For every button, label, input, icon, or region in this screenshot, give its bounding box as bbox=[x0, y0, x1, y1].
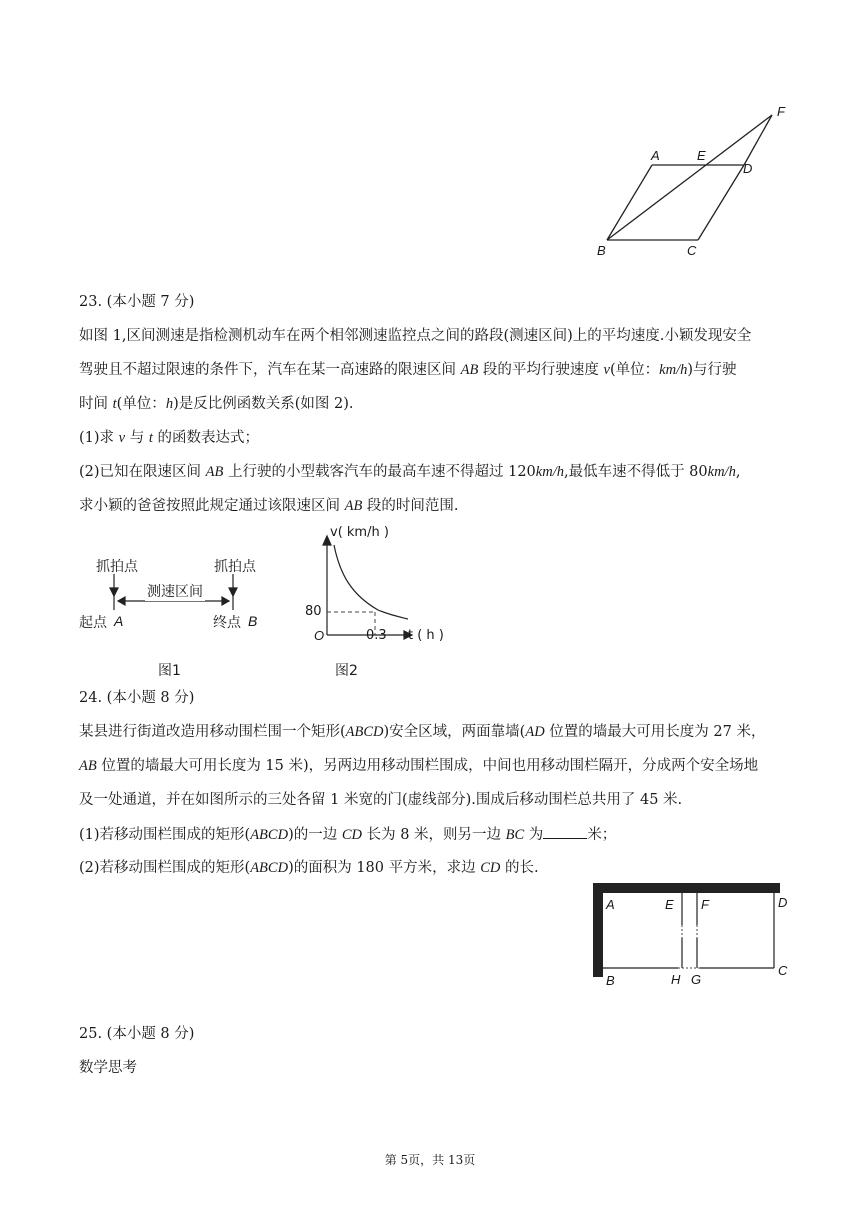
fence-label-C: C bbox=[778, 963, 788, 978]
q24-paragraph-line3: 及一处通道，并在如图所示的三处各留 1 米宽的门(虚线部分).围成后移动围栏总共用了 45 米. bbox=[79, 792, 683, 808]
q23-subquestion-2-cont: 求小颖的爸爸按照此规定通过该限速区间 AB 段的时间范围. bbox=[79, 498, 459, 514]
q24-subquestion-2: (2)若移动围栏围成的矩形(ABCD)的面积为 180 平方米，求边 CD 的长. bbox=[79, 860, 539, 876]
page-footer: 第 5页，共 13页 bbox=[384, 1153, 476, 1167]
q25-header: 25. (本小题 8 分) bbox=[79, 1026, 195, 1042]
parallelogram-figure bbox=[590, 100, 800, 265]
figure-2-graph bbox=[300, 525, 460, 680]
figure-1-speed-interval bbox=[78, 550, 278, 680]
fence-label-E: E bbox=[665, 897, 674, 912]
start-label: 起点 bbox=[79, 615, 107, 631]
y-tick-80: 80 bbox=[305, 604, 322, 619]
end-label: 终点 bbox=[213, 615, 241, 631]
label-D: D bbox=[743, 161, 753, 176]
q23-paragraph-line1: 如图 1,区间测速是指检测机动车在两个相邻测速监控点之间的路段(测速区间)上的平均速度.小颖发现安全 bbox=[79, 328, 752, 344]
fence-label-D: D bbox=[778, 895, 788, 910]
label-E: E bbox=[697, 148, 706, 163]
label-A: A bbox=[651, 148, 660, 163]
fence-label-A: A bbox=[606, 897, 615, 912]
q23-header: 23. (本小题 7 分) bbox=[79, 294, 195, 310]
start-point-A: A bbox=[114, 613, 124, 629]
q24-header: 24. (本小题 8 分) bbox=[79, 690, 195, 706]
fence-label-G: G bbox=[691, 972, 702, 987]
q24-paragraph-line2: AB 位置的墙最大可用长度为 15 米)，另两边用移动围栏围成，中间也用移动围栏隔开，分成两个安全场地 bbox=[79, 758, 759, 774]
end-point-B: B bbox=[248, 613, 258, 629]
label-C: C bbox=[687, 243, 697, 258]
figure-2-caption: 图2 bbox=[335, 663, 358, 679]
x-tick-0.3: 0.3 bbox=[366, 628, 387, 643]
q24-paragraph-line1: 某县进行街道改造用移动围栏围一个矩形(ABCD)安全区域，两面靠墙(AD 位置的墙最大可用长度为 27 米， bbox=[79, 724, 766, 740]
q23-subquestion-1: (1)求 v 与 t 的函数表达式； bbox=[79, 430, 259, 446]
label-B: B bbox=[597, 243, 606, 258]
interval-label: 测速区间 bbox=[145, 581, 205, 601]
fence-label-B: B bbox=[606, 973, 615, 988]
capture-point-right: 抓拍点 bbox=[214, 559, 256, 575]
figure-1-caption: 图1 bbox=[158, 663, 181, 679]
fence-label-F: F bbox=[701, 897, 709, 912]
fence-label-H: H bbox=[671, 972, 681, 987]
origin-label: O bbox=[314, 628, 325, 643]
q23-subquestion-2: (2)已知在限速区间 AB 上行驶的小型载客汽车的最高车速不得超过 120km/h,最低车速不得低于 80km/h, bbox=[79, 464, 741, 480]
q24-subquestion-1: (1)若移动围栏围成的矩形(ABCD)的一边 CD 长为 8 米，则另一边 BC 为 米； bbox=[79, 824, 616, 845]
q23-paragraph-line3: 时间 t(单位：h)是反比例函数关系(如图 2). bbox=[79, 396, 354, 412]
x-axis-label: t ( h ) bbox=[408, 628, 444, 643]
label-F: F bbox=[777, 104, 785, 119]
graph-axes-curve bbox=[300, 525, 460, 645]
fence-rectangle-figure bbox=[590, 880, 800, 990]
q23-paragraph-line2: 驾驶且不超过限速的条件下，汽车在某一高速路的限速区间 AB 段的平均行驶速度 v(单位：km/h)与行驶 bbox=[79, 362, 737, 378]
q25-paragraph: 数学思考 bbox=[79, 1060, 137, 1076]
y-axis-label: v( km/h ) bbox=[330, 525, 389, 540]
capture-point-left: 抓拍点 bbox=[96, 559, 138, 575]
answer-blank[interactable] bbox=[543, 824, 587, 839]
